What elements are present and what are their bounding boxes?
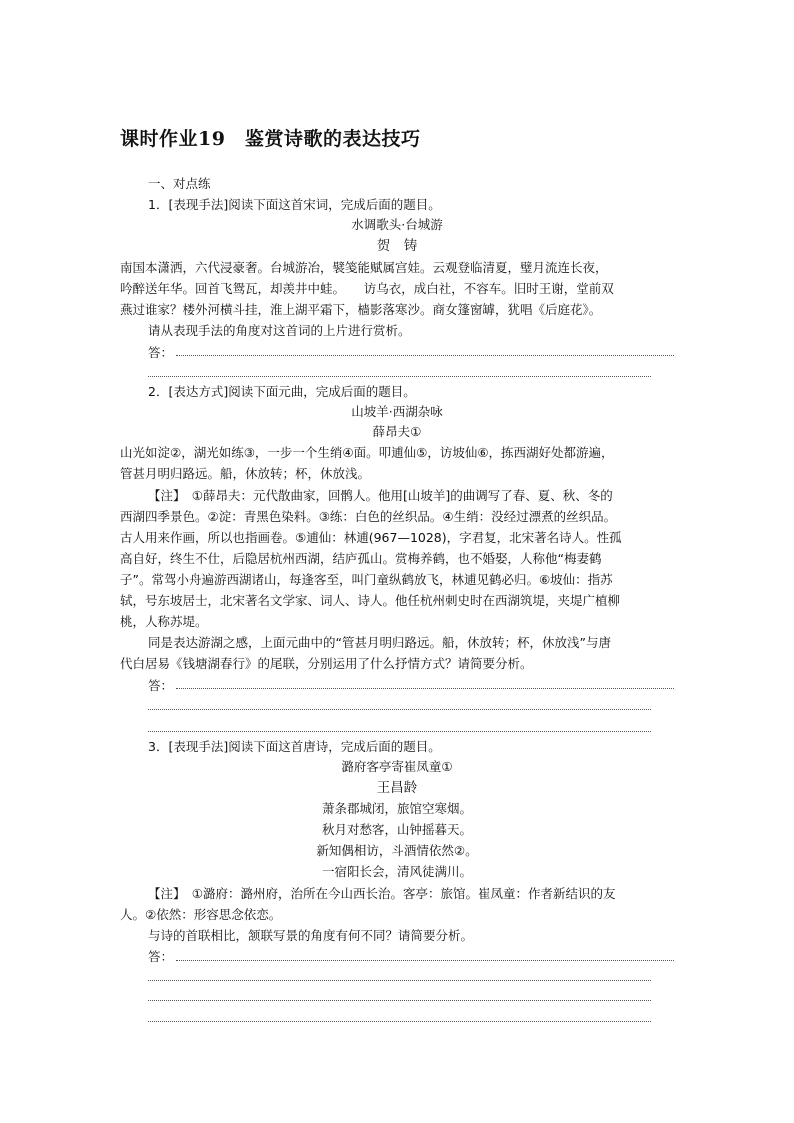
q2-note-line: 高自好，终生不仕，后隐居杭州西湖，结庐孤山。赏梅养鹤，也不婚娶，人称他“梅妻鹤: [120, 551, 602, 566]
q3-poem-line: 秋月对愁客，山钟摇暮天。: [321, 822, 472, 837]
q1-text-line: 吟醉送年华。回首飞鸳瓦，却羡井中蛙。 访乌衣，成白社，不容车。旧时王谢，堂前双: [120, 281, 614, 296]
answer-line[interactable]: [176, 355, 674, 356]
q2-author: 薛昂夫①: [372, 424, 422, 439]
q1-text-line: 燕过谁家？楼外河横斗挂，淮上湖平霜下，樯影落寒沙。商女篷窗罅，犹唱《后庭花》。: [120, 302, 602, 317]
q3-prompt: 3．[表现手法]阅读下面这首唐诗，完成后面的题目。: [148, 739, 441, 754]
q2-note-line: 轼，号东坡居士，北宋著名文学家、词人、诗人。他任杭州刺史时在西湖筑堤，夹堤广植柳: [120, 593, 621, 608]
q2-note-line: 【注】 ①薛昂夫：元代散曲家，回鹘人。他用[山坡羊]的曲调写了春、夏、秋、冬的: [148, 488, 613, 503]
q3-poem-line: 一宿阳长会，清风徒满川。: [321, 864, 472, 879]
q1-prompt: 1．[表现手法]阅读下面这首宋词，完成后面的题目。: [148, 197, 441, 212]
answer-line[interactable]: [148, 709, 651, 710]
q2-text-line: 管甚月明归路远。船，休放转；杯，休放浅。: [120, 466, 371, 481]
q3-poem-line: 萧条郡城闭，旅馆空寒烟。: [321, 801, 472, 816]
q2-question-line: 同是表达游湖之感，上面元曲中的“管甚月明归路远。船，休放转；杯，休放浅”与唐: [148, 635, 611, 650]
q2-text-line: 山光如淀②，湖光如练③，一步一个生绡④面。叩逋仙⑤，访坡仙⑥，拣西湖好处都游遍，: [120, 445, 614, 460]
q2-poem-title: 山坡羊·西湖杂咏: [351, 404, 443, 419]
page-title: 课时作业19 鉴赏诗歌的表达技巧: [120, 128, 421, 150]
q1-question: 请从表现手法的角度对这首词的上片进行赏析。: [148, 323, 411, 338]
answer-line[interactable]: [176, 688, 674, 689]
q2-note-line: 西湖四季景色。②淀：青黑色染料。③练：白色的丝织品。④生绡：没经过漂煮的丝织品。: [120, 509, 617, 524]
q1-author: 贺 铸: [376, 238, 418, 254]
q3-note-line: 人。②依然：形容思念依恋。: [120, 907, 282, 922]
answer-line[interactable]: [148, 1021, 651, 1022]
q3-poem-line: 新知偶相访，斗酒情依然②。: [316, 843, 478, 858]
answer-line[interactable]: [148, 376, 651, 377]
q2-prompt: 2．[表达方式]阅读下面元曲，完成后面的题目。: [148, 384, 416, 399]
q2-question-line: 代白居易《钱塘湖春行》的尾联，分别运用了什么抒情方式？请简要分析。: [120, 656, 533, 671]
q3-poem-title: 潞府客亭寄崔凤童①: [341, 759, 453, 774]
q1-poem-title: 水调歌头·台城游: [351, 217, 443, 232]
answer-line[interactable]: [176, 960, 674, 961]
q2-note-line: 古人用来作画，所以也指画卷。⑤逋仙：林逋(967—1028)，字君复，北宋著名诗人。性孤: [120, 530, 622, 545]
q1-text-line: 南国本潇洒，六代浸豪奢。台城游冶，襞笺能赋属宫娃。云观登临清夏，璧月流连长夜，: [120, 260, 608, 275]
answer-line[interactable]: [148, 980, 651, 981]
q2-note-line: 桃，人称苏堤。: [120, 614, 208, 629]
q3-note-line: 【注】 ①潞府：潞州府，治所在今山西长治。客亭：旅馆。崔凤童：作者新结识的友: [148, 886, 616, 901]
q3-author: 王昌龄: [376, 780, 418, 796]
q2-answer-label: 答：: [148, 678, 174, 693]
q1-answer-label: 答：: [148, 345, 174, 360]
answer-line[interactable]: [148, 1000, 651, 1001]
section-heading: 一、对点练: [148, 176, 211, 191]
q2-note-line: 子”。常驾小舟遍游西湖诸山，每逢客至，叫门童纵鹤放飞，林逋见鹤必归。⑥坡仙：指苏: [120, 572, 613, 587]
q3-answer-label: 答：: [148, 949, 174, 964]
q3-question: 与诗的首联相比，颔联写景的角度有何不同？请简要分析。: [148, 928, 474, 943]
answer-line[interactable]: [148, 731, 651, 732]
